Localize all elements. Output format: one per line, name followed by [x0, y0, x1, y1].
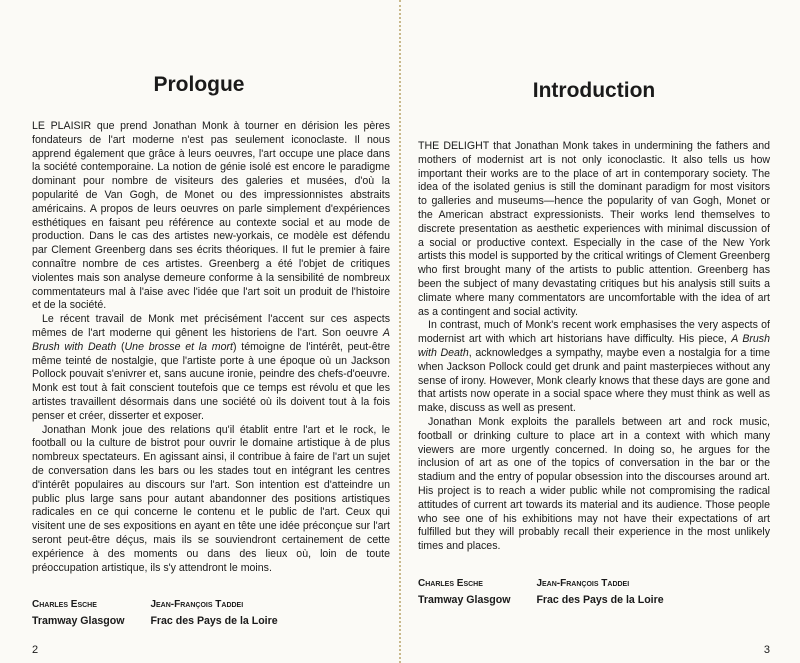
left-page — [0, 0, 398, 663]
paragraph: Jonathan Monk joue des relations qu'il établit entre l'art et le rock, le football ou la culture de bistrot pour ouvrir le domaine artistique à de plus nombreux spectateurs. En agissant ainsi, il contribue à faire de l'art un sujet de conversation dans les bars ou les stades tout en intégrant les centres d'intérêt populaires au discours sur l'art. Son intention est d'atteindre un public plus large sans pour autant abandonner des positions artistiques radicales en ce qui concerne le contenu et le public de l'art. Ceux qui visitent une de ses expositions en ayant en tête une idée préconçue sur l'art seront peut-être déçus, mais ils se souviendront certainement de cette expérience à des moments ou dans des lieux où, loin de toute préoccupation artistique, ils s'y attendront le moins. — [32, 423, 390, 574]
page-number: 2 — [32, 644, 39, 657]
paragraph — [418, 140, 770, 319]
paragraph-text: Le récent travail de Monk met précisément l'accent sur ces aspects mêmes de l'art moderne qui gênent les historiens de l'art. Son oeuvre — [32, 313, 390, 339]
signature — [418, 576, 510, 608]
lead-in: LE PLAISIR — [32, 120, 92, 132]
signature-org: Frac des Pays de la Loire — [150, 615, 278, 628]
book-spine — [399, 0, 401, 663]
page-number: 3 — [763, 644, 770, 657]
paragraph-text: , acknowledges a sympathy, maybe even a nostalgia for a time when Jackson Pollock could get drunk and paint masterpieces without any sense of irony. However, Monk clearly knows that these days are gone and that artists now operate in a social space where they must think as well as make, discuss as well as present. — [418, 346, 770, 415]
paragraph-text: that Jonathan Monk takes in undermining the fathers and mothers of modernist art is not only iconoclastic. It also tells us how important their works are to the place of art in contemporary society. The idea of the isolated genius is still the dominant paradigm for most visitors to galleries and museums—hence the popularity of van Gogh, Monet or the American abstract expressionists. Their works lend themselves to discrete presentation as aesthetic experiences with minimal discussion of a social or productive context. Especially in the case of the New York artists this model is supported by the critical writings of Clement Greenberg who first brought many of the artists to public attention. Greenberg has been the subject of many devastating critiques but his analysis still suits a climate where many commentators are uncomfortable with the idea of art as a contingent and social activity. — [418, 140, 771, 318]
paragraph — [32, 313, 390, 423]
paragraph-text: ( — [116, 340, 125, 353]
signature-name: Charles Esche — [32, 599, 97, 611]
paragraph-text: que prend Jonathan Monk à tourner en dérision les pères fondateurs de l'art moderne n'est pas seulement iconoclaste. Il nous apprend également que grâce à leurs oeuvres, l'art occupe une place dans la société contemporaine. La notion de génie isolé est encore le paradigme dominant pour nombre de visiteurs des galeries et musées, d'où la popularité de Van Gogh, de Monet ou des impressionnistes abstraits américains. A propos de leurs oeuvres on parle simplement d'expériences esthétiques en faisant peu référence au contexte social et au mode de production. Dans le cas des artistes new-yorkais, ce modèle est défendu par Clement Greenberg dans ses écrits théoriques. Il fut le premier à faire connaître nombre de ces artistes. Greenberg a été l'objet de critiques violentes mais son analyse demeure conforme à la sensibilité de nombreux commentateurs mal à l'aise avec l'idée que l'art soit un produit de l'histoire et de la société. — [32, 120, 390, 312]
signature-name: Charles Esche — [418, 577, 483, 589]
paragraph — [32, 120, 390, 313]
paragraph: Jonathan Monk exploits the parallels between art and rock music, football or drinking culture to place art in a context with which many viewers are more urgently concerned. In doing so, he argues for the inclusion of art as one of the topics of conversation in the bar or the stadium and the entry of popular obsession into the discourses around art. His project is to reach a wider public while not compromising the radical attitudes of current art towards its material and its audience. Those people who see one of his exhibitions may not have their expectations of art fulfilled but they will probably recall their experience in the most unlikely times and places. — [418, 415, 770, 553]
signature-org: Tramway Glasgow — [418, 593, 511, 606]
paragraph — [418, 319, 770, 416]
body-text — [32, 120, 390, 575]
right-page — [402, 0, 800, 663]
signature-name: Jean-François Taddei — [150, 599, 244, 611]
signature — [32, 597, 124, 629]
signature — [150, 597, 277, 629]
page-title: Introduction — [532, 79, 656, 102]
signature-org: Frac des Pays de la Loire — [536, 593, 664, 606]
work-title: A Brush with Death — [418, 333, 770, 359]
paragraph-text: In contrast, much of Monk's recent work emphasises the very aspects of modernist art with which art historians have difficulty. His piece, — [418, 319, 770, 346]
work-title: A Brush with Death — [32, 326, 390, 353]
signature — [536, 576, 663, 608]
signature-org: Tramway Glasgow — [32, 615, 125, 628]
signature-name: Jean-François Taddei — [536, 577, 630, 589]
work-title: Une brosse et la mort — [124, 340, 233, 353]
lead-in: THE DELIGHT — [418, 140, 490, 152]
page-title: Prologue — [153, 73, 245, 96]
paragraph-text: ) témoigne de l'intérêt, peut-être même teinté de nostalgie, que l'artiste porte à une époque où un Jackson Pollock pouvait s'enivrer et, sans aucune ironie, peindre des chefs-d'oeuvre. Monk est tout à fait conscient toutefois que ce temps est révolu et que les artistes travaillent désormais dans une société où ils doivent tout à la fois penser et créer, disserter et exposer. — [32, 340, 390, 422]
body-text — [418, 140, 770, 554]
signatures — [32, 597, 390, 629]
signatures — [418, 576, 770, 608]
